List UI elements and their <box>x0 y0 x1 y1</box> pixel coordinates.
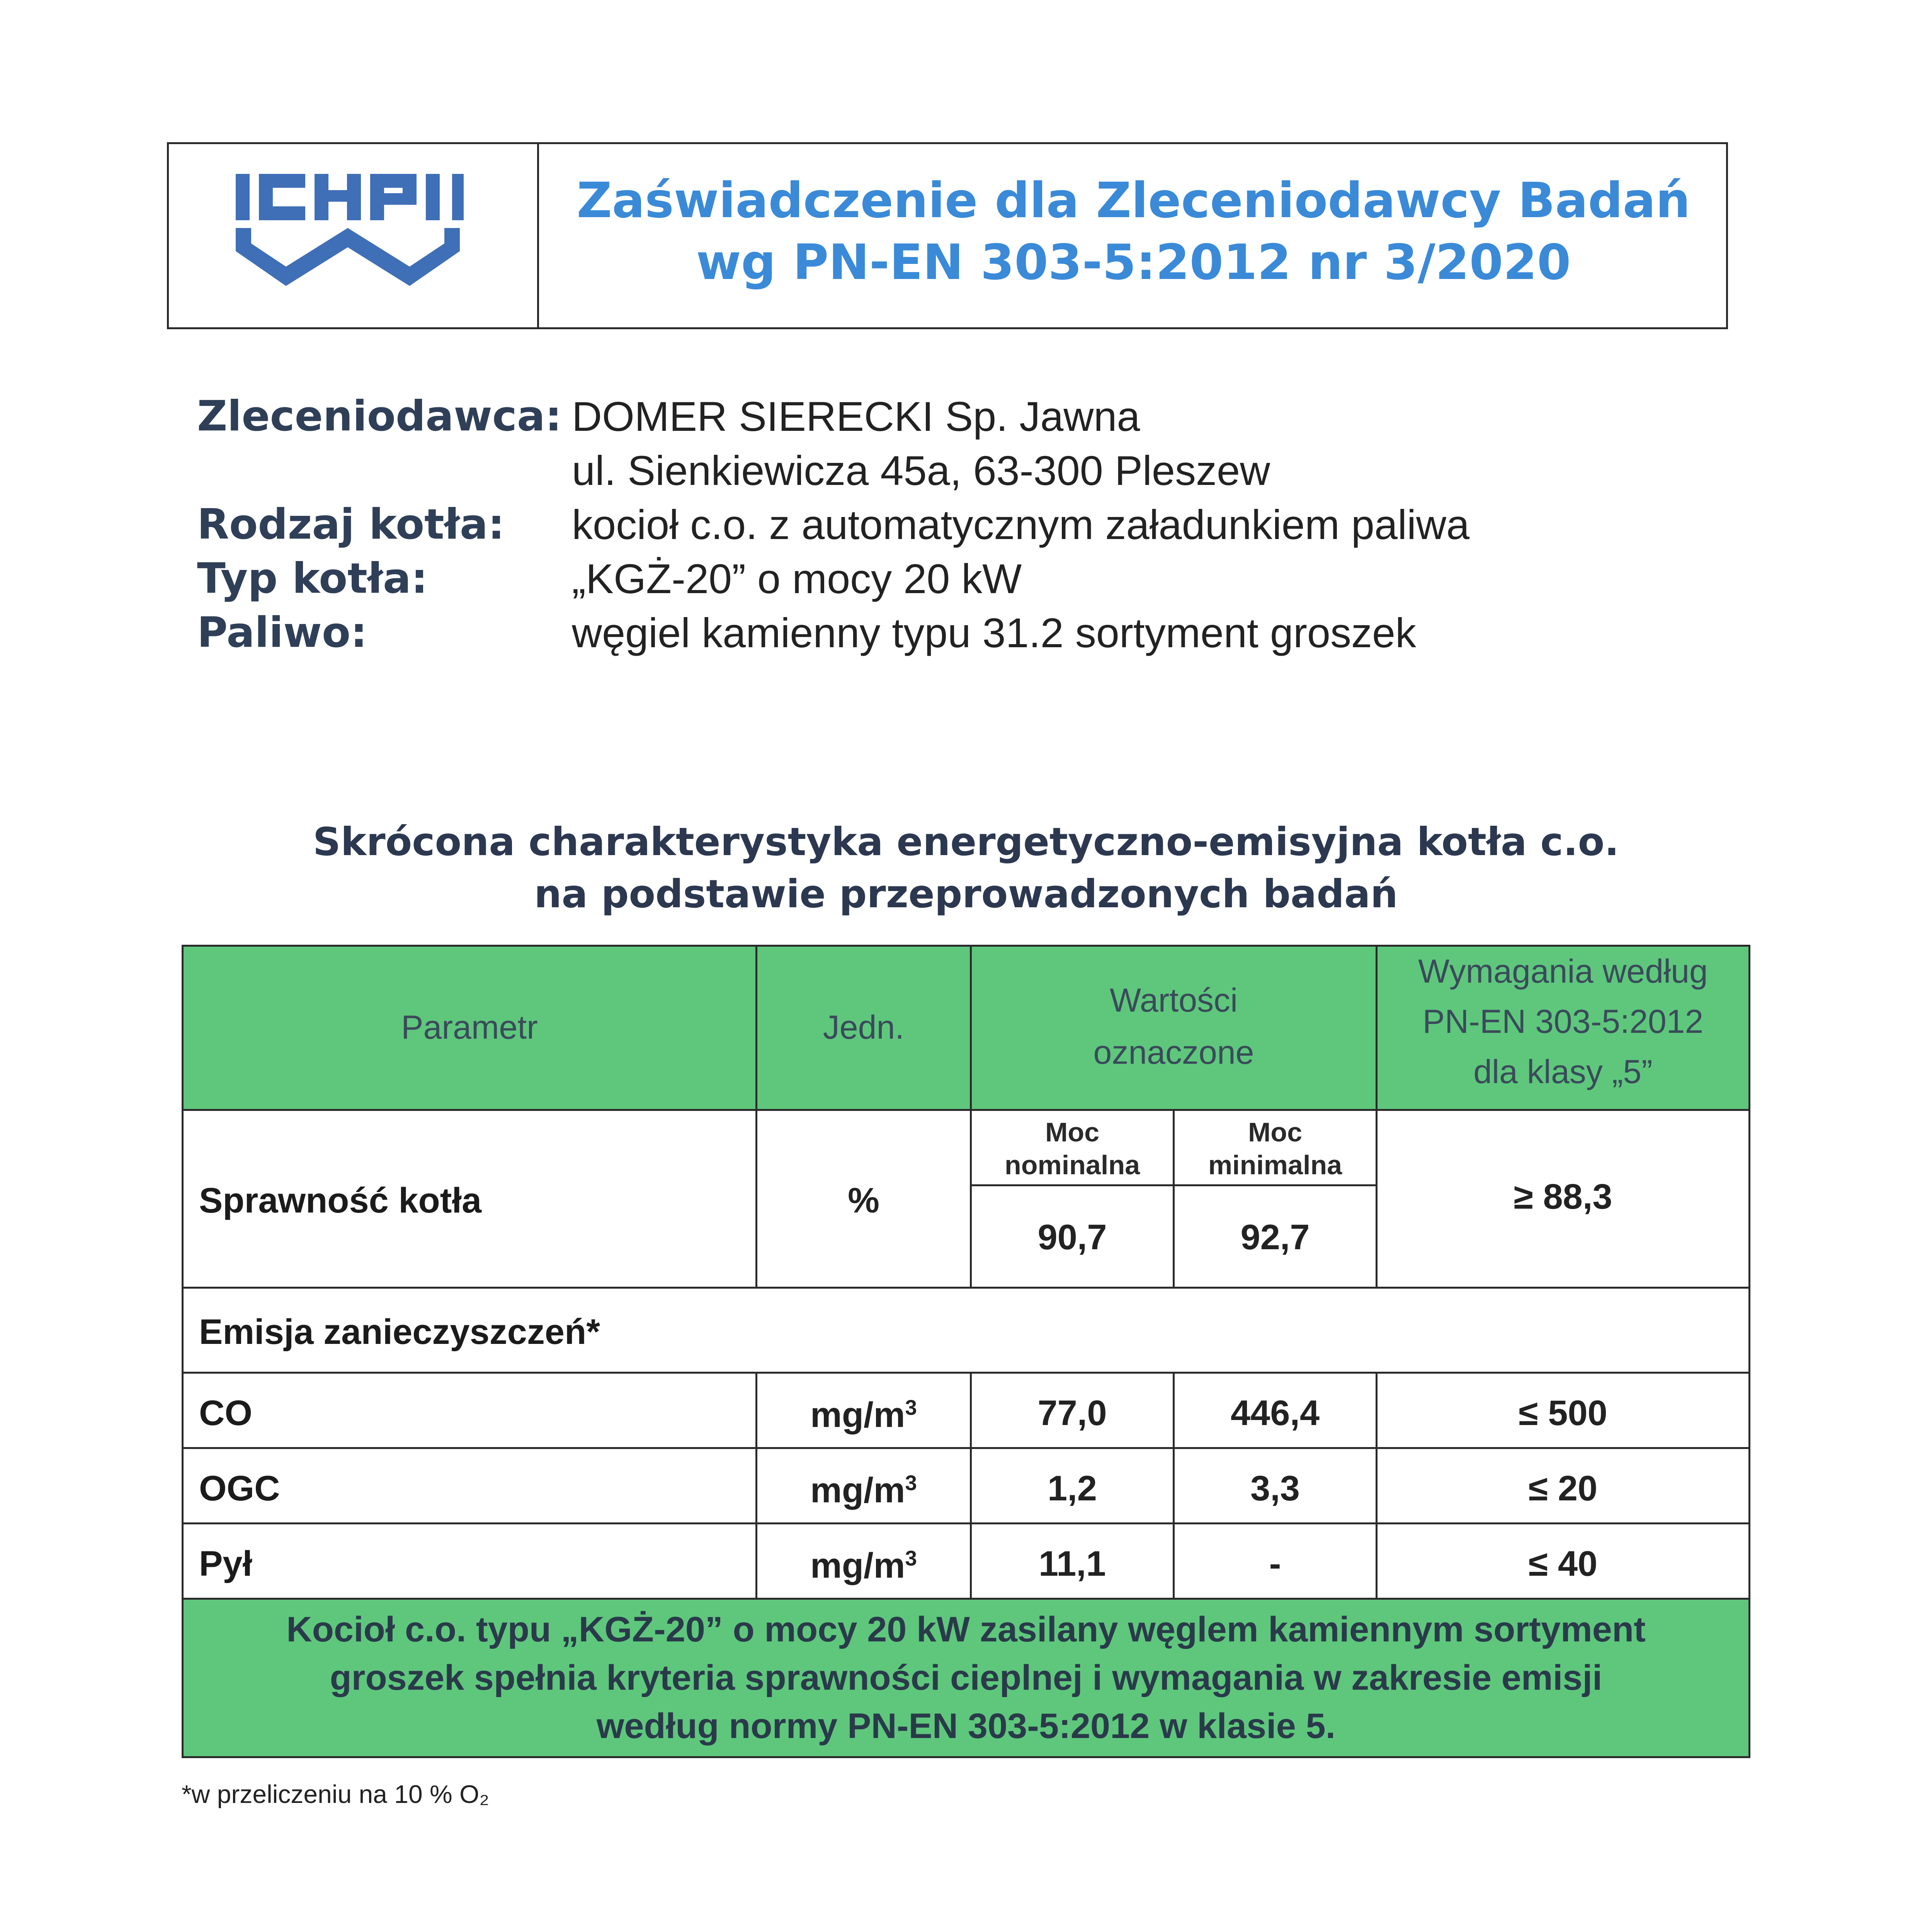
row-ogc-unit-exp: 3 <box>905 1471 917 1495</box>
conclusion-line3: według normy PN-EN 303-5:2012 w klasie 5. <box>596 1706 1336 1746</box>
section-heading-line2: na podstawie przeprowadzonych badań <box>534 871 1398 917</box>
row-ogc-label: OGC <box>199 1469 280 1508</box>
efficiency-nominal: 90,7 <box>1037 1218 1107 1257</box>
row-co-requirement-cell <box>1376 1372 1750 1449</box>
table-row <box>182 1447 757 1524</box>
header-unit: Jedn. <box>823 1009 905 1046</box>
header-requirements-cell <box>1376 945 1750 1111</box>
emission-label: Emisja zanieczyszczeń* <box>199 1312 600 1352</box>
table-row <box>182 1522 757 1600</box>
ichpw-logo <box>228 170 468 298</box>
efficiency-requirement: ≥ 88,3 <box>1514 1177 1612 1216</box>
row-dust-nominal: 11,1 <box>1039 1544 1106 1583</box>
row-co-minimal-cell <box>1173 1372 1378 1449</box>
row-co-label: CO <box>199 1393 252 1433</box>
conclusion-cell <box>182 1598 1750 1758</box>
row-ogc-requirement-cell <box>1376 1447 1750 1524</box>
row-ogc-unit-cell <box>755 1447 972 1524</box>
label-fuel: Paliwo: <box>197 609 367 657</box>
fuel: węgiel kamienny typu 31.2 sortyment groszek <box>572 609 1417 656</box>
client-name: DOMER SIERECKI Sp. Jawna <box>572 393 1140 440</box>
efficiency-label: Sprawność kotła <box>199 1181 482 1220</box>
sub-nominal-line2: nominalna <box>1004 1150 1140 1180</box>
row-co-unit-exp: 3 <box>905 1395 917 1420</box>
efficiency-label-cell <box>182 1109 757 1289</box>
sub-nominal-cell <box>970 1109 1175 1186</box>
row-dust-minimal-cell <box>1173 1522 1378 1600</box>
row-ogc-nominal: 1,2 <box>1048 1469 1097 1508</box>
row-ogc-minimal-cell <box>1173 1447 1378 1524</box>
header-values-line1: Wartości <box>1109 982 1238 1019</box>
row-dust-unit-cell <box>755 1522 972 1600</box>
document-title-line1: Zaświadczenie dla Zleceniodawcy Badań <box>577 172 1690 229</box>
conclusion-line1: Kocioł c.o. typu „KGŻ-20” o mocy 20 kW zasilany węglem kamiennym sortyment <box>286 1610 1646 1649</box>
boiler-kind: kocioł c.o. z automatycznym załadunkiem paliwa <box>572 501 1470 548</box>
efficiency-nominal-cell <box>970 1184 1175 1289</box>
row-ogc-requirement: ≤ 20 <box>1528 1469 1598 1508</box>
header-req-line2: PN-EN 303-5:2012 <box>1422 1003 1704 1040</box>
row-co-nominal-cell <box>970 1372 1175 1449</box>
header-req-line1: Wymagania według <box>1418 953 1708 990</box>
efficiency-minimal: 92,7 <box>1240 1218 1310 1257</box>
efficiency-requirement-cell <box>1376 1109 1750 1289</box>
row-ogc-unit <box>757 1470 970 1511</box>
row-co-minimal: 446,4 <box>1230 1393 1320 1433</box>
label-boiler-type: Typ kotła: <box>197 554 428 603</box>
header-parameter: Parametr <box>401 1009 538 1046</box>
label-boiler-kind: Rodzaj kotła: <box>197 500 505 549</box>
sub-minimal-line1: Moc <box>1248 1117 1302 1147</box>
row-dust-minimal: - <box>1269 1544 1281 1583</box>
characteristics-table <box>182 945 1750 1758</box>
conclusion-line2: groszek spełnia kryteria sprawności cieplnej i wymagania w zakresie emisji <box>330 1658 1602 1697</box>
label-client: Zleceniodawca: <box>197 392 562 440</box>
header-unit-cell <box>755 945 972 1111</box>
row-co-unit-cell <box>755 1372 972 1449</box>
efficiency-unit-cell <box>755 1109 972 1289</box>
row-ogc-minimal: 3,3 <box>1250 1469 1300 1508</box>
header-values-cell <box>970 945 1378 1111</box>
header-values-line2: oznaczone <box>1093 1034 1254 1071</box>
section-heading-line1: Skrócona charakterystyka energetyczno-emisyjna kotła c.o. <box>313 819 1619 864</box>
row-co-unit <box>757 1395 970 1435</box>
efficiency-unit: % <box>848 1181 879 1220</box>
footnote: *w przeliczeniu na 10 % O₂ <box>182 1780 489 1808</box>
row-dust-nominal-cell <box>970 1522 1175 1600</box>
emission-label-cell <box>182 1287 1750 1374</box>
row-ogc-unit-text: mg/m <box>810 1471 905 1510</box>
client-address: ul. Sienkiewicza 45a, 63-300 Pleszew <box>572 447 1270 494</box>
header-parameter-cell <box>182 945 757 1111</box>
sub-minimal-line2: minimalna <box>1208 1150 1342 1180</box>
row-ogc-nominal-cell <box>970 1447 1175 1524</box>
row-co-unit-text: mg/m <box>810 1395 905 1435</box>
row-co-nominal: 77,0 <box>1037 1393 1107 1433</box>
row-co-requirement: ≤ 500 <box>1519 1393 1607 1433</box>
row-dust-unit <box>757 1546 970 1586</box>
sub-minimal-cell <box>1173 1109 1378 1186</box>
row-dust-unit-exp: 3 <box>905 1546 917 1570</box>
document-title-line2: wg PN-EN 303-5:2012 nr 3/2020 <box>696 234 1571 291</box>
table-row <box>182 1372 757 1449</box>
sub-nominal-line1: Moc <box>1045 1117 1099 1147</box>
efficiency-minimal-cell <box>1173 1184 1378 1289</box>
row-dust-label: Pył <box>199 1544 253 1583</box>
row-dust-requirement-cell <box>1376 1522 1750 1600</box>
row-dust-unit-text: mg/m <box>810 1546 905 1585</box>
header-req-line3: dla klasy „5” <box>1473 1053 1653 1090</box>
boiler-type: „KGŻ-20” o mocy 20 kW <box>572 555 1022 602</box>
row-dust-requirement: ≤ 40 <box>1528 1544 1598 1583</box>
